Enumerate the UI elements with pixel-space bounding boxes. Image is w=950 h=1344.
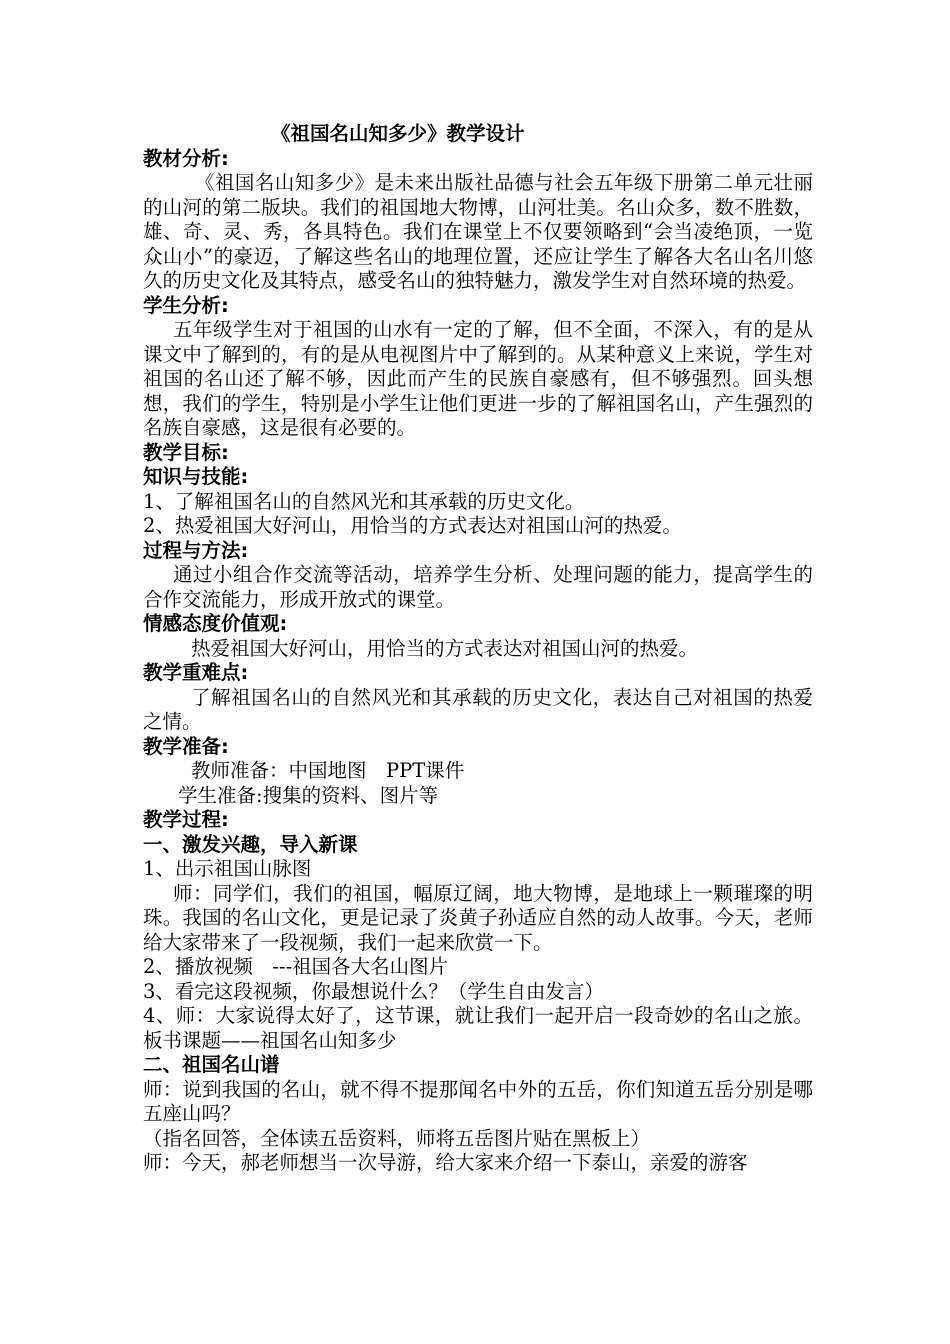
part2-teacher-speech-2: 师：今天，郝老师想当一次导游，给大家来介绍一下泰山，亲爱的游客 xyxy=(143,1151,748,1174)
teacher-preparation-line: 教师准备：中国地图 PPT课件 xyxy=(191,759,465,782)
key-difficult-points-paragraph: 了解祖国名山的自然风光和其承载的历史文化，表达自己对祖国的热爱之情。 xyxy=(143,685,813,733)
process-methods-paragraph: 通过小组合作交流等活动，培养学生分析、处理问题的能力，提高学生的合作交流能力，形成开放式的课堂。 xyxy=(143,563,813,611)
student-preparation-line: 学生准备:搜集的资料、图片等 xyxy=(178,783,439,807)
teaching-goals-heading: 教学目标: xyxy=(143,440,229,464)
process-methods-heading: 过程与方法: xyxy=(143,538,249,562)
student-analysis-heading: 学生分析: xyxy=(143,293,229,317)
document-title: 《祖国名山知多少》教学设计 xyxy=(271,122,525,145)
part1-item-2: 2、播放视频 ---祖国各大名山图片 xyxy=(143,955,449,978)
teaching-preparation-heading: 教学准备: xyxy=(143,734,229,758)
student-analysis-paragraph: 五年级学生对于祖国的山水有一定的了解，但不全面，不深入，有的是从课文中了解到的，有的是从电视图片中了解到的。从某种意义上来说，学生对祖国的名山还了解不够，因此而产生的民族自豪感有，但不够强烈。回头想想，我们的学生，特别是小学生让他们更进一步的了解祖国名山，产生强烈的名族自豪感，这是很有必要的。 xyxy=(143,318,813,439)
knowledge-item-2: 2、热爱祖国大好河山，用恰当的方式表达对祖国山河的热爱。 xyxy=(143,514,682,537)
part1-heading: 一、激发兴趣，导入新课 xyxy=(143,832,358,856)
part1-teacher-speech: 师：同学们，我们的祖国，幅原辽阔，地大物博，是地球上一颗璀璨的明珠。我国的名山文化，更是记录了炎黄子孙适应自然的动人故事。今天，老师给大家带来了一段视频，我们一起来欣赏一下。 xyxy=(143,881,813,954)
key-difficult-points-heading: 教学重难点: xyxy=(143,661,249,684)
part1-item-3: 3、看完这段视频，你最想说什么？（学生自由发言） xyxy=(143,979,604,1003)
knowledge-skills-heading: 知识与技能: xyxy=(143,465,249,488)
part1-item-4: 4、师：大家说得太好了，这节课，就让我们一起开启一段奇妙的名山之旅。板书课题——祖国名山知多少 xyxy=(143,1004,813,1052)
teaching-procedure-heading: 教学过程: xyxy=(143,808,229,831)
material-analysis-paragraph: 《祖国名山知多少》是未来出版社品德与社会五年级下册第二单元壮丽的山河的第二版块。我们的祖国地大物博，山河壮美。名山众多，数不胜数，雄、奇、灵、秀，各具特色。我们在课堂上不仅要领略到“会当凌绝顶，一览众山小”的豪迈，了解这些名山的地理位置，还应让学生了解各大名山名川悠久的历史文化及其特点，感受名山的独特魅力，激发学生对自然环境的热爱。 xyxy=(143,171,813,292)
part2-teacher-speech-1: 师：说到我国的名山，就不得不提那闻名中外的五岳，你们知道五岳分别是哪五座山吗？ xyxy=(143,1077,813,1125)
part2-note: （指名回答，全体读五岳资料，师将五岳图片贴在黑板上） xyxy=(143,1126,651,1150)
part2-heading: 二、祖国名山谱 xyxy=(143,1053,280,1076)
knowledge-item-1: 1、了解祖国名山的自然风光和其承载的历史文化。 xyxy=(143,489,585,513)
part1-item-1: 1、出示祖国山脉图 xyxy=(143,857,312,880)
document-body xyxy=(143,122,813,1176)
emotion-values-paragraph: 热爱祖国大好河山，用恰当的方式表达对祖国山河的热爱。 xyxy=(191,636,699,660)
emotion-values-heading: 情感态度价值观: xyxy=(143,612,288,635)
material-analysis-heading: 教材分析: xyxy=(143,146,229,170)
